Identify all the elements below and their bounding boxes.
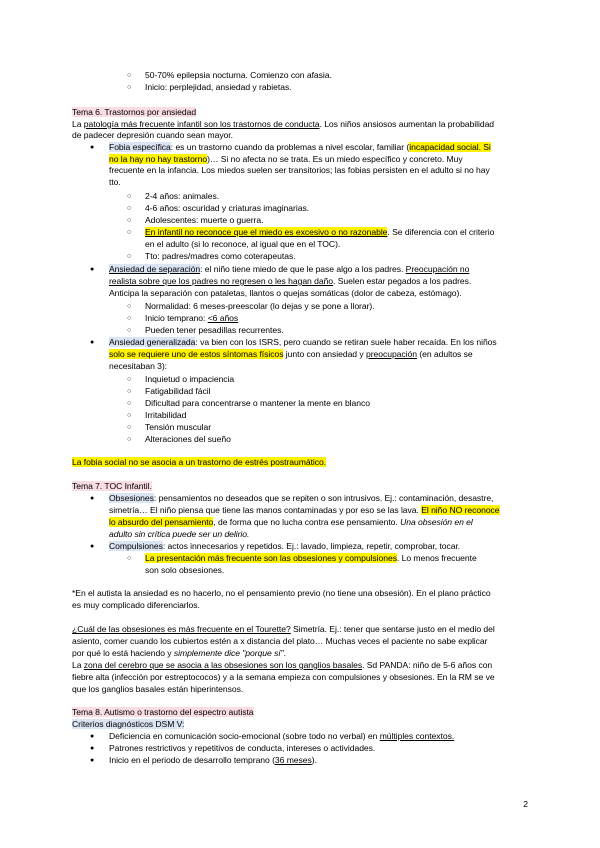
list-item: 4-6 años: oscuridad y criaturas imaginarias. (145, 203, 310, 213)
list-item: 2-4 años: animales. (145, 191, 220, 201)
hollow-bullet: ○ (127, 436, 132, 443)
page-number: 2 (523, 799, 528, 809)
list-item: Pueden tener pesadillas recurrentes. (145, 325, 284, 335)
hollow-bullet: ○ (127, 400, 132, 407)
list-item: Dificultad para concentrarse o mantener la mente en blanco (145, 398, 370, 408)
hollow-bullet: ○ (127, 193, 132, 200)
list-item: Irritabilidad (145, 410, 187, 420)
bullet: ● (90, 757, 95, 764)
tourette-line1: ¿Cuál de las obsesiones es más frecuente en el Tourette? Simetría. Ej.: tener que sentarse justo en el medio del (72, 624, 495, 634)
obsesiones-line2: simetría… El niño piensa que tiene las manos contaminadas y por eso se las lava. El niño NO reconoce (109, 505, 500, 515)
fobia-line4: tto. (109, 177, 121, 187)
fobia-line1: Fobia específica: es un trastorno cuando da problemas a nivel escolar, familiar (incapacidad social. Si (109, 142, 491, 152)
hollow-bullet: ○ (127, 412, 132, 419)
hollow-bullet: ○ (127, 217, 132, 224)
list-item: Inicio: perplejidad, ansiedad y rabietas. (145, 82, 292, 92)
bullet: ● (90, 495, 95, 502)
bullet: ● (90, 266, 95, 273)
highlight-note: La fobia social no se asocia a un trastorno de estrés postraumático. (72, 457, 327, 467)
bullet: ● (90, 745, 95, 752)
bullet: ● (90, 144, 95, 151)
list-item: La presentación más frecuente son las obsesiones y compulsiones. Lo menos frecuente (145, 553, 477, 563)
zona-line3: que los ganglios basales están hiperintensos. (72, 684, 244, 694)
tourette-line2: asiento, comer cuando los cubiertos estén a x distancia del plato… Muchas veces el paciente no sabe explicar (72, 636, 488, 646)
list-item-cont: en el adulto (si lo reconoce, al igual que en el TOC). (145, 239, 341, 249)
obsesiones-line3: lo absurdo del pensamiento, de forma que no lucha contra ese pensamiento. Una obsesión en el (109, 517, 473, 527)
hollow-bullet: ○ (127, 84, 132, 91)
list-item: Tto: padres/madres como coterapeutas. (145, 251, 296, 261)
hollow-bullet: ○ (127, 424, 132, 431)
bullet: ● (90, 733, 95, 740)
list-item-cont: son solo obsesiones. (145, 565, 225, 575)
hollow-bullet: ○ (127, 376, 132, 383)
hollow-bullet: ○ (127, 72, 132, 79)
hollow-bullet: ○ (127, 229, 132, 236)
section-title-tema8: Tema 8. Autismo o trastorno del espectro autista (72, 707, 254, 717)
separacion-line2: realista sobre que los padres no regresen o les hagan daño. Suelen estar pegados a los padres. (109, 276, 472, 286)
autista-note-line1: *En el autista la ansiedad es no hacerlo, no el pensamiento previo (no tiene una obsesión). En el plano práctico (72, 588, 491, 598)
hollow-bullet: ○ (127, 253, 132, 260)
criterios-label: Criterios diagnósticos DSM V: (72, 719, 185, 729)
list-item: Alteraciones del sueño (145, 434, 231, 444)
fobia-line3: frecuente en la infancia. Los miedos suelen ser transitorios; las fobias persisten en el adulto si no hay (109, 165, 490, 175)
list-item: En infantil no reconoce que el miedo es excesivo o no razonable. Se diferencia con el criterio (145, 227, 495, 237)
compulsiones-line1: Compulsiones: actos innecesarios y repetidos. Ej.: lavado, limpieza, repetir, comprobar, tocar. (109, 541, 461, 551)
autista-note-line2: es muy complicado diferenciarlos. (72, 600, 200, 610)
hollow-bullet: ○ (127, 388, 132, 395)
list-item: Inicio temprano: <6 años (145, 313, 239, 323)
list-item: Inquietud o impaciencia (145, 374, 235, 384)
generalizada-line2: solo se requiere uno de estos síntomas físicos junto con ansiedad y preocupación (en adultos se (109, 349, 473, 359)
list-item: Patrones restrictivos y repetitivos de conducta, intereses o actividades. (109, 743, 376, 753)
tema6-intro-line2: de padecer depresión cuando sean mayor. (72, 130, 233, 140)
hollow-bullet: ○ (127, 205, 132, 212)
hollow-bullet: ○ (127, 555, 132, 562)
zona-line1: La zona del cerebro que se asocia a las obsesiones son los ganglios basales. Sd PANDA: niño de 5-6 años con (72, 660, 493, 670)
tourette-line3: por qué lo está haciendo y simplemente dice "porque sí". (72, 648, 286, 658)
separacion-line3: Anticipa la separación con pataletas, llantos o quejas somáticas (dolor de cabeza, estómago). (109, 288, 462, 298)
tema6-intro: La patología más frecuente infantil son los trastornos de conducta. Los niños ansiosos aumentan la probabilidad (72, 119, 495, 129)
list-item: Inicio en el periodo de desarrollo temprano (36 meses). (109, 755, 317, 765)
list-item: Fatigabilidad fácil (145, 386, 211, 396)
obsesiones-line1: Obsesiones: pensamientos no deseados que se repiten o son intrusivos. Ej.: contaminación, desastre, (109, 493, 494, 503)
list-item: Deficiencia en comunicación socio-emocional (sobre todo no verbal) en múltiples contextos. (109, 731, 455, 741)
section-title-tema6: Tema 6. Trastornos por ansiedad (72, 107, 197, 117)
list-item: Adolescentes: muerte o guerra. (145, 215, 264, 225)
generalizada-line3: necesitaban 3): (109, 361, 168, 371)
hollow-bullet: ○ (127, 327, 132, 334)
separacion-line1: Ansiedad de separación: el niño tiene miedo de que le pase algo a los padres. Preocupación no (109, 264, 470, 274)
bullet: ● (90, 339, 95, 346)
obsesiones-line4: adulto sin crítica puede ser un delirio. (109, 529, 250, 539)
hollow-bullet: ○ (127, 303, 132, 310)
section-title-tema7: Tema 7. TOC Infantil. (72, 481, 152, 491)
fobia-line2: no la hay no hay trastorno)… Si no afecta no se trata. Es un miedo específico y concreto. Muy (109, 154, 463, 164)
list-item: 50-70% epilepsia nocturna. Comienzo con afasia. (145, 70, 332, 80)
generalizada-line1: Ansiedad generalizada: va bien con los ISRS, pero cuando se retiran suele haber recaída. En los niños (109, 337, 497, 347)
zona-line2: fiebre alta (infección por estreptococos) y a la semana empieza con compulsiones y obsesiones. En la RM se ve (72, 672, 495, 682)
bullet: ● (90, 543, 95, 550)
list-item: Normalidad: 6 meses-preescolar (lo dejas y se pone a llorar). (145, 301, 375, 311)
list-item: Tensión muscular (145, 422, 212, 432)
hollow-bullet: ○ (127, 315, 132, 322)
